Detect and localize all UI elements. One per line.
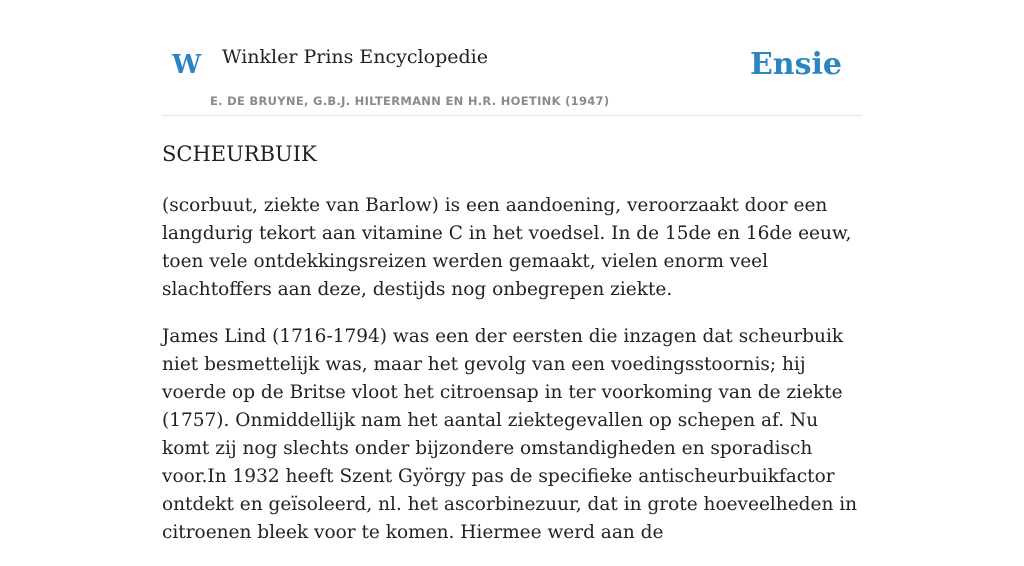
page-container <box>162 0 862 543</box>
site-title[interactable]: Winkler Prins Encyclopedie <box>222 46 488 68</box>
site-header <box>162 0 862 116</box>
article-body <box>162 192 862 566</box>
article-paragraph: (scorbuut, ziekte van Barlow) is een aandoening, veroorzaakt door een langdurig tekort aan vitamine C in het voedsel. In de 15de en 16de eeuw, toen vele ontdekkingsreizen werden gemaakt, vielen enorm veel slachtoffers aan deze, destijds nog onbegrepen ziekte. <box>162 195 852 300</box>
site-authors: E. DE BRUYNE, G.B.J. HILTERMANN EN H.R. HOETINK (1947) <box>210 94 610 108</box>
article-title: SCHEURBUIK <box>162 142 317 166</box>
article-paragraph: James Lind (1716-1794) was een der eersten die inzagen dat scheurbuik niet besmettelijk was, maar het gevolg van een voedingsstoornis; hij voerde op de Britse vloot het citroensap in ter voorkoming van de ziekte (1757). Onmiddellijk nam het aantal ziektegevallen op schepen af. Nu komt zij nog slechts onder bijzondere omstandigheden en sporadisch voor.In 1932 heeft Szent György pas de specifieke antischeurbuikfactor ontdekt en geïsoleerd, nl. het ascorbinezuur, dat in grote hoeveelheden in citroenen bleek voor te komen. Hiermee werd aan de <box>162 326 858 543</box>
site-logo-w[interactable]: W <box>172 50 202 80</box>
ensie-brand-link[interactable]: Ensie <box>749 47 842 82</box>
